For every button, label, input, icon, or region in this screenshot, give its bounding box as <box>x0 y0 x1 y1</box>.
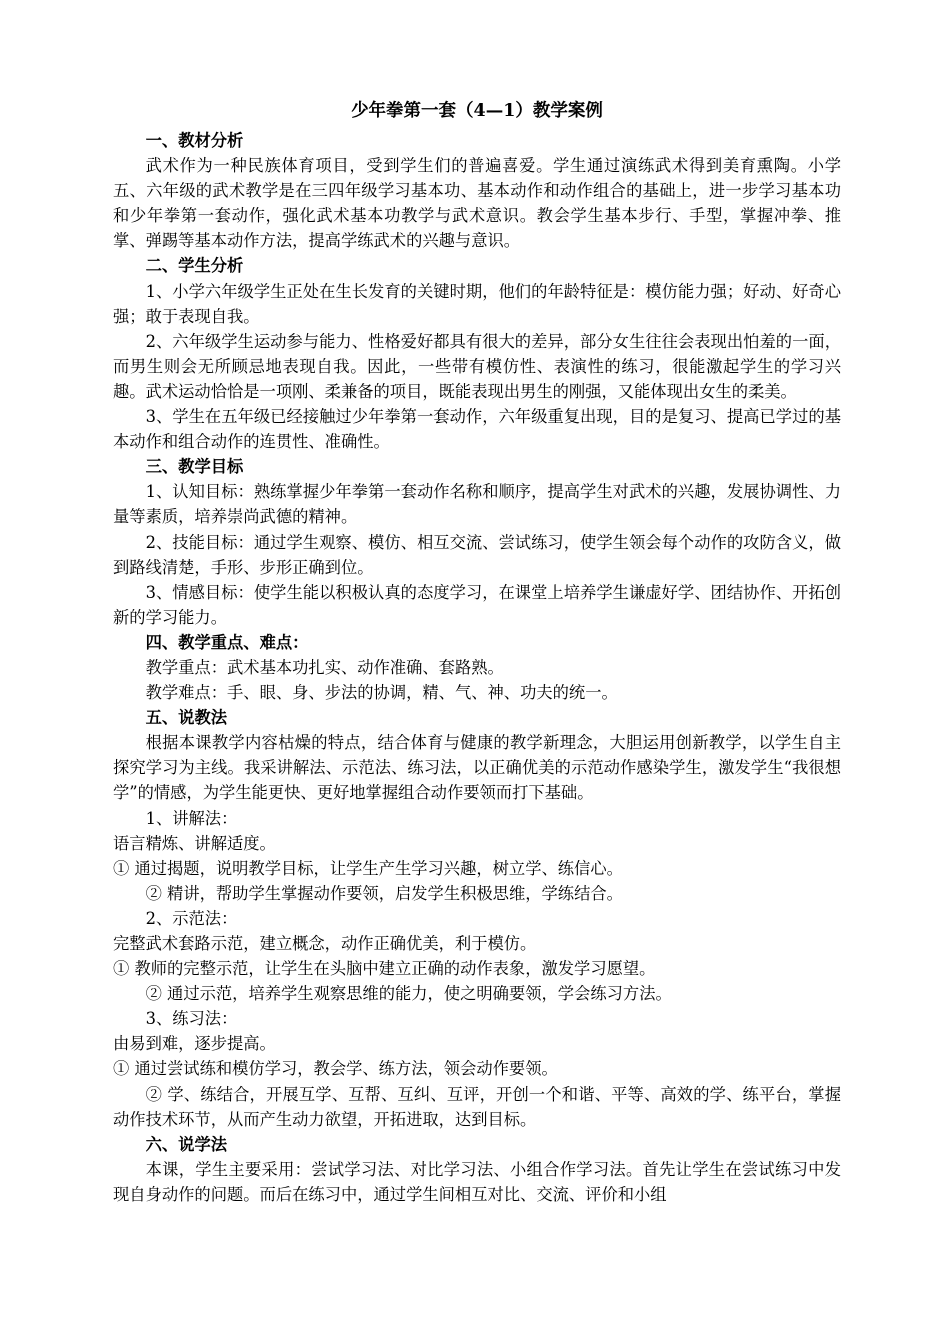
section-heading-3: 三、教学目标 <box>145 457 244 477</box>
section-heading-2: 二、学生分析 <box>145 256 244 276</box>
method-description: 由易到难，逐步提高。 <box>113 1034 276 1054</box>
method-point: ① 通过揭题，说明教学目标，让学生产生学习兴趣，树立学、练信心。 <box>113 858 623 878</box>
paragraph: 1、小学六年级学生正处在生长发育的关键时期，他们的年龄特征是：模仿能力强；好动、好奇心强；敢于表现自我。 <box>113 281 841 326</box>
paragraph: 2、技能目标：通过学生观察、模仿、相互交流、尝试练习，使学生领会每个动作的攻防含义，做到路线清楚，手形、步形正确到位。 <box>113 532 841 577</box>
method-title: 2、示范法： <box>145 908 238 928</box>
section-heading-6: 六、说学法 <box>145 1134 228 1154</box>
paragraph: 2、六年级学生运动参与能力、性格爱好都具有很大的差异，部分女生往往会表现出怕羞的一面，而男生则会无所顾忌地表现自我。因此，一些带有模仿性、表演性的练习，很能激起学生的学习兴趣。武术运动恰恰是一项刚、柔兼备的项目，既能表现出男生的刚强，又能体现出女生的柔美。 <box>113 331 841 401</box>
paragraph: 武术作为一种民族体育项目，受到学生们的普遍喜爱。学生通过演练武术得到美育熏陶。小学五、六年级的武术教学是在三四年级学习基本功、基本动作和动作组合的基础上，进一步学习基本功和少年拳第一套动作，强化武术基本功教学与武术意识。教会学生基本步行、手型，掌握冲拳、推掌、弹踢等基本动作方法，提高学练武术的兴趣与意识。 <box>113 156 841 251</box>
method-point: ① 通过尝试练和模仿学习，教会学、练方法，领会动作要领。 <box>113 1059 558 1079</box>
method-description: 完整武术套路示范，建立概念，动作正确优美，利于模仿。 <box>113 934 537 953</box>
method-title: 1、讲解法： <box>145 808 238 828</box>
method-description: 语言精炼、讲解适度。 <box>113 833 276 853</box>
document-title: 少年拳第一套（4—1）教学案例 <box>351 101 603 121</box>
method-point: ② 通过示范，培养学生观察思维的能力，使之明确要领，学会练习方法。 <box>145 984 672 1004</box>
paragraph: 教学重点：武术基本功扎实、动作准确、套路熟。 <box>145 657 504 677</box>
paragraph: 3、学生在五年级已经接触过少年拳第一套动作，六年级重复出现，目的是复习、提高已学过的基本动作和组合动作的连贯性、准确性。 <box>113 407 841 452</box>
paragraph: 3、情感目标：使学生能以积极认真的态度学习，在课堂上培养学生谦虚好学、团结协作、开拓创新的学习能力。 <box>113 582 841 627</box>
paragraph: 1、认知目标：熟练掌握少年拳第一套动作名称和顺序，提高学生对武术的兴趣，发展协调性、力量等素质，培养崇尚武德的精神。 <box>113 482 841 527</box>
section-heading-1: 一、教材分析 <box>145 131 244 150</box>
paragraph: 本课，学生主要采用：尝试学习法、对比学习法、小组合作学习法。首先让学生在尝试练习中发现自身动作的问题。而后在练习中，通过学生间相互对比、交流、评价和小组 <box>113 1159 841 1204</box>
method-point: ② 学、练结合，开展互学、互帮、互纠、互评，开创一个和谐、平等、高效的学、练平台，掌握动作技术环节，从而产生动力欲望，开拓进取，达到目标。 <box>113 1084 841 1129</box>
section-heading-4: 四、教学重点、难点： <box>145 632 309 652</box>
section-heading-5: 五、说教法 <box>145 708 228 728</box>
method-point: ① 教师的完整示范，让学生在头脑中建立正确的动作表象，激发学习愿望。 <box>113 959 656 979</box>
paragraph: 教学难点：手、眼、身、步法的协调，精、气、神、功夫的统一。 <box>145 683 618 703</box>
paragraph: 根据本课教学内容枯燥的特点，结合体育与健康的教学新理念，大胆运用创新教学，以学生自主探究学习为主线。我采讲解法、示范法、练习法，以正确优美的示范动作感染学生，激发学生“我很想学”的情感，为学生能更快、更好地掌握组合动作要领而打下基础。 <box>113 733 841 803</box>
method-point: ② 精讲，帮助学生掌握动作要领，启发学生积极思维，学练结合。 <box>145 883 623 903</box>
document-page <box>113 94 841 1207</box>
method-title: 3、练习法： <box>145 1009 238 1029</box>
